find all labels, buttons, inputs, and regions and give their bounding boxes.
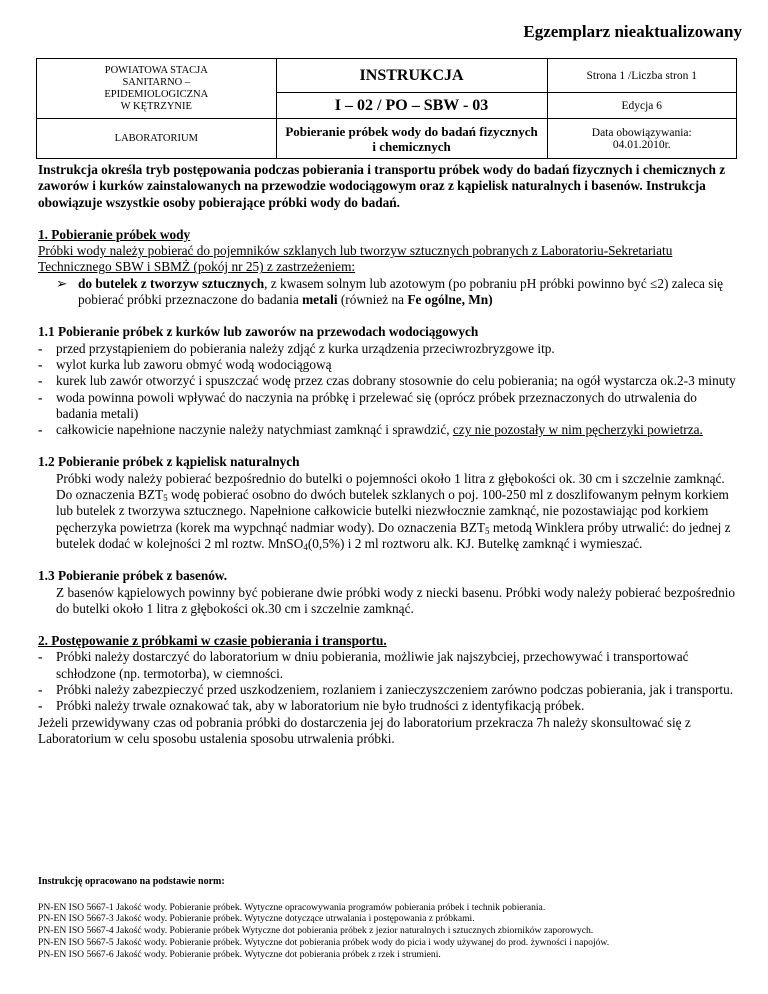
bullet-text-b: (również na <box>337 292 408 308</box>
edition: Edycja 6 <box>547 93 737 119</box>
instruction-subject <box>276 119 547 159</box>
norm-item: PN-EN ISO 5667-1 Jakość wody. Pobieranie próbek. Wytyczne opracowywania programów pobierania próbek i technik pobierania. <box>38 901 546 913</box>
document-header-table <box>36 58 737 159</box>
norms-footer <box>38 876 758 960</box>
instruction-title: INSTRUKCJA <box>276 59 547 93</box>
list-item: - wylot kurka lub zaworu obmyć wodą wodociągową <box>38 356 332 372</box>
section-1-2 <box>38 454 738 552</box>
validity-date: 04.01.2010r. <box>612 138 671 151</box>
validity-label: Data obowiązywania: <box>591 126 692 139</box>
norm-item: PN-EN ISO 5667-4 Jakość wody. Pobieranie próbek Wytyczne dot pobierania próbek z jezior naturalnych i sztucznych zbiorników zaporowych. <box>38 925 594 937</box>
section-1-title: 1. Pobieranie próbek wody <box>38 226 191 242</box>
section-1-3-text: Z basenów kąpielowych powinny być pobierane dwie próbki wody z niecki basenu. Próbki wody należy pobierać bezpośrednio do butelki około 1 litra z głębokości ok.30 cm i szczelnie zamknąć. <box>56 584 736 616</box>
bullet-text-a: , z kwasem solnym lub azotowym (po pobraniu pH próbki powinno być ≤2) zaleca się pobierać próbki przeznaczone do badania <box>78 275 724 308</box>
subject-line-2: i chemicznych <box>372 138 451 154</box>
norm-item: PN-EN ISO 5667-3 Jakość wody. Pobieranie próbek. Wytyczne dotyczące utrwalania i postępowania z próbkami. <box>38 913 475 925</box>
bullet-bold-text: do butelek z tworzyw sztucznych <box>78 275 265 291</box>
section-1-text: Próbki wody należy pobierać do pojemników szklanych lub tworzyw sztucznych pobranych z Laboratoriu-Sekretariatu Technicznego SBW i SBMŻ (pokój nr 25) z zastrzeżeniem: <box>38 243 673 275</box>
section-1-bullet <box>38 276 738 309</box>
validity-cell <box>547 119 737 159</box>
copy-status-note: Egzemplarz nieaktualizowany <box>523 22 742 41</box>
section-1-1 <box>38 324 738 438</box>
section-1 <box>38 227 738 308</box>
list-item: - Próbki należy trwale oznakować tak, aby w laboratorium nie było trudności z identyfikacją próbek. <box>38 698 585 714</box>
laboratory-label: LABORATORIUM <box>37 119 277 159</box>
section-1-3 <box>38 568 738 617</box>
bullet-metals: metali <box>302 292 338 308</box>
subject-line-1: Pobieranie próbek wody do badań fizycznych <box>285 123 538 139</box>
section-2 <box>38 633 738 714</box>
org-line: EPIDEMIOLOGICZNA <box>104 88 209 100</box>
list-item: - Próbki należy zabezpieczyć przed uszkodzeniem, rozlaniem i zanieczyszczeniem zarówno podczas pobierania, jak i transportu. <box>38 682 734 698</box>
norms-heading: Instrukcję opracowano na podstawie norm: <box>38 876 225 887</box>
closing-paragraph: Jeżeli przewidywany czas od pobrania próbki do dostarczenia jej do laboratorium przekracza 7h należy skonsultować się z Laboratorium w celu sposobu ustalenia sposobu utrwalenia próbki. <box>38 714 691 746</box>
section-1-2-text: Próbki wody należy pobierać bezpośrednio do butelki o pojemności około 1 litra z głębokości ok. 30 cm i szczelnie zamknąć. Do oznaczenia $BZT_5$ wodę pobierać osobno do dwóch butelek szklanych o poj. 100-250 ml z doszlifowanym pełnym korkiem lub butelek z tworzywa sztucznego. Napełnione całkowicie butelki niezwłocznie zamknąć, nie pozostawiając pod korkiem pęcherzyka powietrza (korek ma wypchnąć nadmiar wody). Do oznaczenia $BZT_5$ metodą Winklera próby utrwalić: do jednej z butelek dodać w kolejności 2 ml roztw. MnSO$_4$(0,5%) i 2 ml roztworu alk. KJ. Butelkę zamknąć i wymieszać. <box>56 470 731 552</box>
norm-item: PN-EN ISO 5667-6 Jakość wody. Pobieranie próbek. Wytyczne dot pobierania próbek z rzek i strumieni. <box>38 948 441 960</box>
instruction-code: I – 02 / PO – SBW - 03 <box>276 93 547 119</box>
list-item: - kurek lub zawór otworzyć i spuszczać wodę przez czas dobrany stosownie do celu pobierania; na ogół wystarcza ok.2-3 minuty <box>38 373 736 389</box>
section-1-3-title: 1.3 Pobieranie próbek z basenów. <box>38 568 228 584</box>
intro-paragraph: Instrukcja określa tryb postępowania podczas pobierania i transportu próbek wody do badań fizycznych i chemicznych z zaworów i kurków zainstalowanych na przewodzie wodociągowym oraz z kąpielisk naturalnych i basenów. Instrukcja obowiązuje wszystkie osoby pobierające próbki wody do badań. <box>38 162 726 210</box>
list-item: - przed przystąpieniem do pobierania należy zdjąć z kurka urządzenia przeciwrozbryzgowe itp. <box>38 340 555 356</box>
page-info: Strona 1 /Liczba stron 1 <box>547 59 737 93</box>
document-body <box>38 162 738 747</box>
list-item: - woda powinna powoli wpływać do naczynia na próbkę i przelewać się (oprócz próbek przeznaczonych do utrwalenia do badania metali) <box>38 389 697 421</box>
list-item: - Próbki należy dostarczyć do laboratorium w dniu pobierania, możliwie jak najszybciej, przechowywać i transportować schłodzone (np. termotorba), w ciemności. <box>38 649 689 681</box>
org-line: SANITARNO – <box>122 76 191 88</box>
organization-cell <box>37 59 277 119</box>
bullet-fe: Fe ogólne, Mn) <box>407 292 493 308</box>
org-line: W KĘTRZYNIE <box>120 100 192 112</box>
arrow-bullet-icon: ➢ <box>56 275 68 291</box>
list-item: - całkowicie napełnione naczynie należy natychmiast zamknąć i sprawdzić, czy nie pozostały w nim pęcherzyki powietrza. <box>38 422 703 438</box>
norm-item: PN-EN ISO 5667-5 Jakość wody. Pobieranie próbek. Wytyczne dot pobierania próbek wody do picia i wody używanej do prod. żywności i napojów. <box>38 936 610 948</box>
section-1-1-title: 1.1 Pobieranie próbek z kurków lub zaworów na przewodach wodociągowych <box>38 324 479 340</box>
section-2-title: 2. Postępowanie z próbkami w czasie pobierania i transportu. <box>38 633 387 649</box>
section-1-2-title: 1.2 Pobieranie próbek z kąpielisk naturalnych <box>38 454 300 470</box>
org-line: POWIATOWA STACJA <box>104 64 208 76</box>
